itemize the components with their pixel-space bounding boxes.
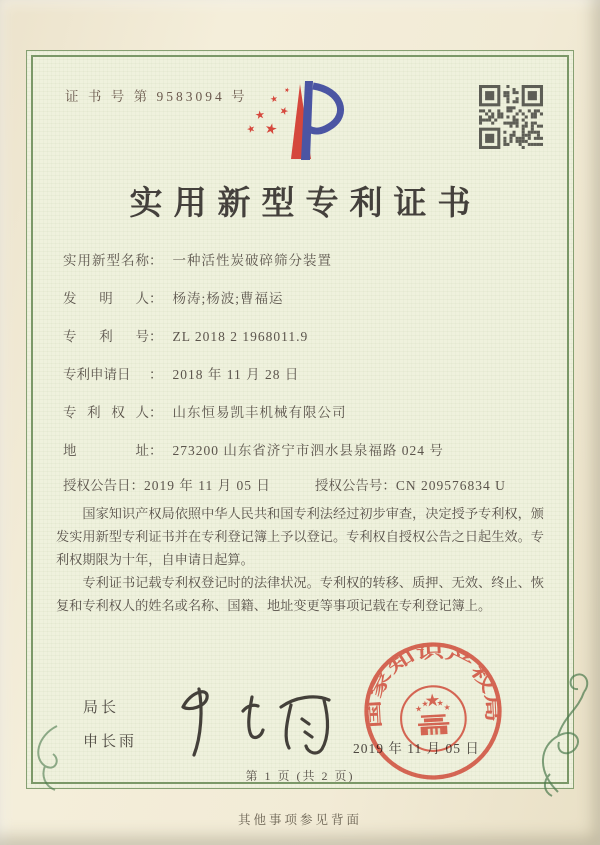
field-row-name [63,249,547,266]
grant-no-value: CN 209576834 U [395,478,506,493]
page-indicator: 第 1 页 (共 2 页) [245,769,355,783]
commissioner-title: 局长 [83,700,120,716]
field-colon: ： [149,443,163,458]
commissioner-block [83,691,137,759]
field-colon: ： [149,253,163,268]
grant-no-label: 授权公告号 [314,478,383,493]
field-value: 山东恒易凯丰机械有限公司 [172,405,347,420]
field-value: 杨涛;杨波;曹福运 [172,291,284,306]
field-value: 2018 年 11 月 28 日 [172,367,300,382]
field-colon: ： [149,367,163,382]
field-value: ZL 2018 2 1968011.9 [172,329,309,344]
grant-row [63,474,506,494]
legal-paragraph-1: 国家知识产权局依照中华人民共和国专利法经过初步审查，决定授予专利权，颁发实用新型专利证书并在专利登记簿上予以登记。专利权自授权公告之日起生效。专利权期限为十年，自申请日起算。 [56,506,544,567]
field-label: 专利申请日 [63,367,131,382]
field-colon: ： [382,478,396,493]
field-row-address [63,439,547,456]
field-colon: ： [149,405,163,420]
legal-paragraphs [56,503,544,618]
corner-flourish-icon [528,664,592,800]
grant-date-value: 2019 年 11 月 05 日 [144,478,271,493]
field-row-filing-date [63,363,547,380]
commissioner-signature [153,675,357,775]
legal-paragraph-2: 专利证书记载专利权登记时的法律状况。专利权的转移、质押、无效、终止、恢复和专利权人的姓名或名称、国籍、地址变更等事项记载在专利登记簿上。 [56,574,544,613]
qr-code [479,85,543,149]
field-label: 专利权人 [63,405,149,420]
certificate-title: 实用新型专利证书 [129,186,482,222]
corner-flourish-icon [27,720,65,792]
field-label: 实用新型名称 [63,253,149,268]
field-label: 专利号 [63,329,149,344]
field-row-patent-number [63,325,547,342]
seal-date: 2019 年 11 月 05 日 [353,741,480,756]
field-value: 273200 山东省济宁市泗水县泉福路 024 号 [172,443,444,458]
seal-text: 国家知识产权局 [366,644,500,729]
grant-date-label: 授权公告日 [63,478,131,493]
back-note: 其他事项参见背面 [237,813,362,827]
field-list [63,249,547,477]
official-seal [353,631,513,791]
field-value: 一种活性炭破碎筛分装置 [172,253,332,268]
field-colon: ： [149,291,163,306]
field-row-patentee [63,401,547,418]
commissioner-name: 申长雨 [83,734,138,750]
field-row-inventors [63,287,547,304]
field-label: 发明人 [63,291,149,306]
field-colon: ： [149,329,163,344]
field-label: 地址 [63,443,149,458]
certificate-number: 证 书 号 第 9583094 号 [65,89,248,104]
cnipa-logo-icon [243,77,365,171]
certificate-sheet [26,50,574,789]
field-colon: ： [130,478,144,493]
